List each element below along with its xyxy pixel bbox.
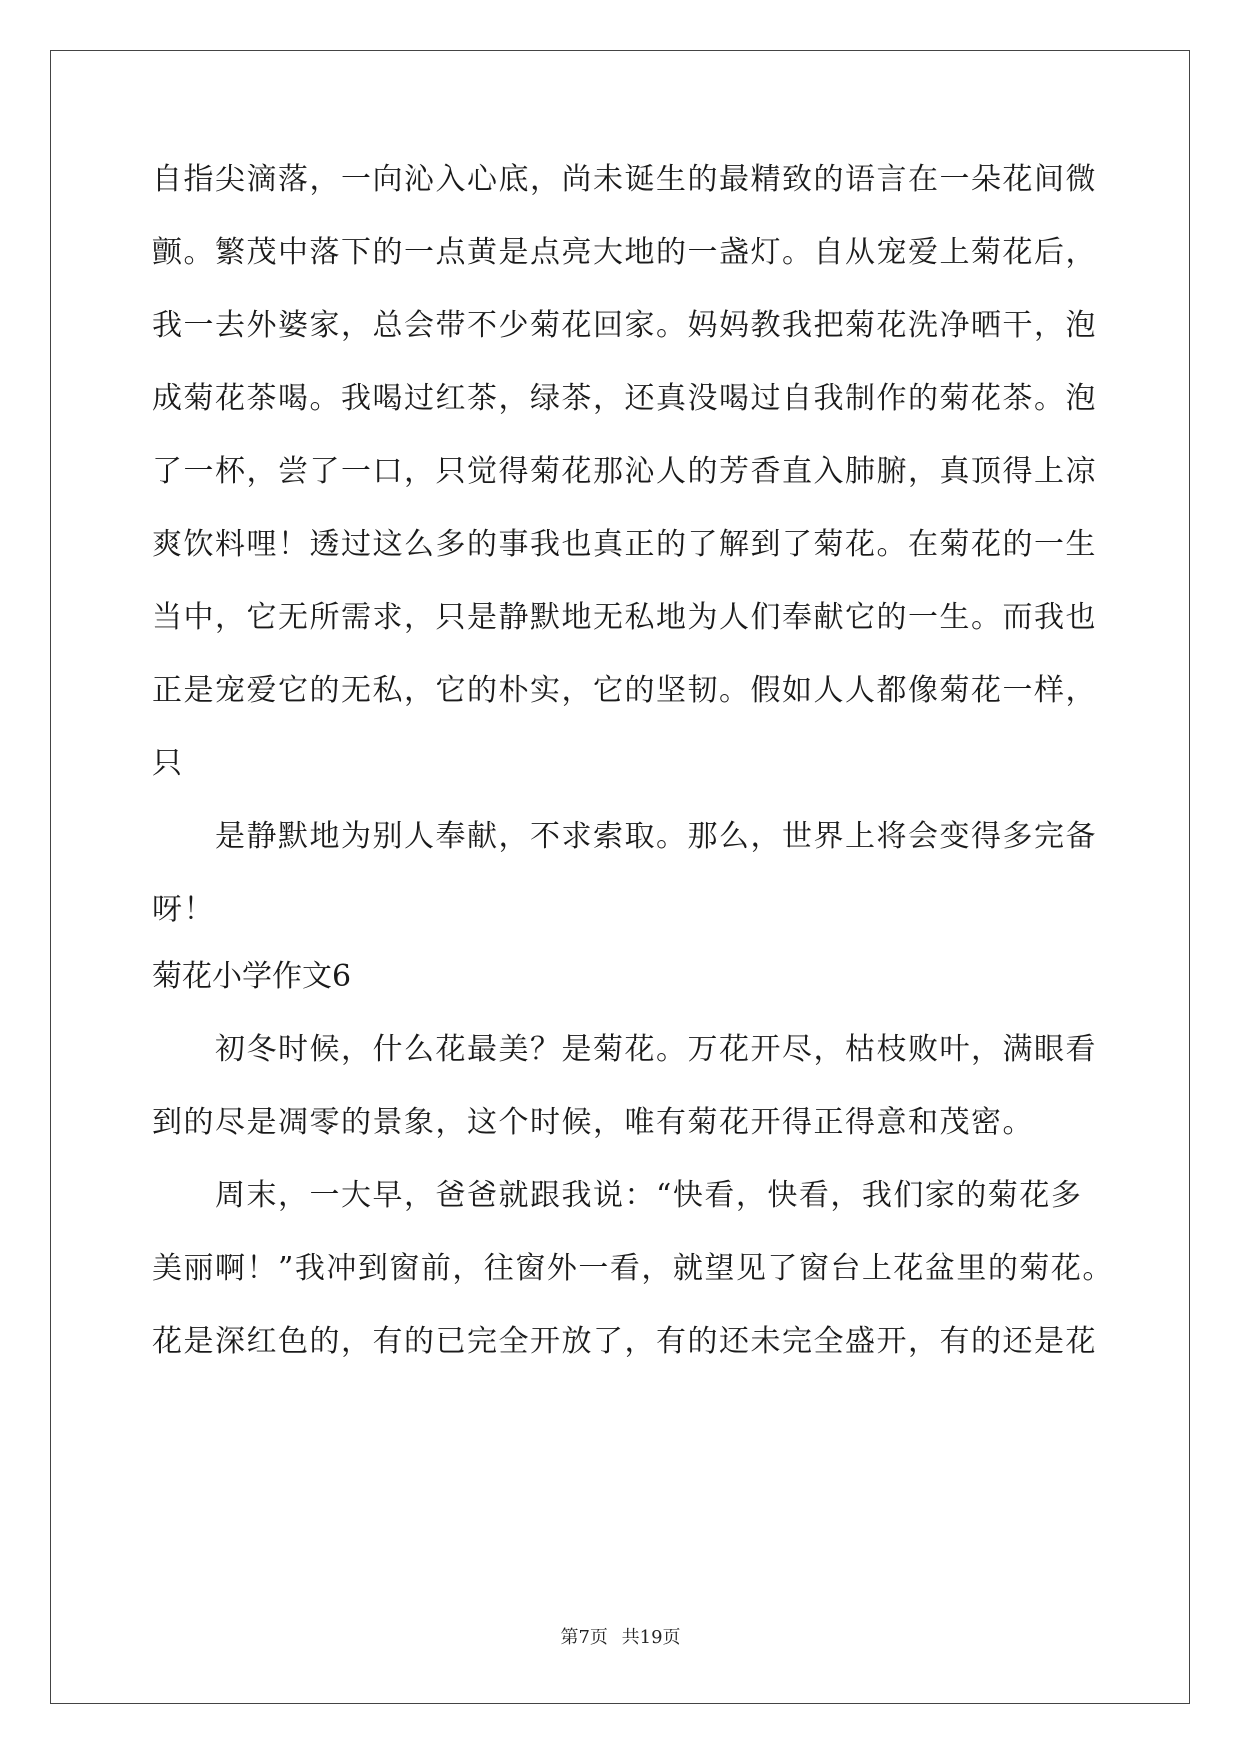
text-line: 颤。繁茂中落下的一点黄是点亮大地的一盏灯。自从宠爱上菊花后， [152,235,1097,270]
text-line: 呀！ [152,892,215,927]
text-line: 周末，一大早，爸爸就跟我说：“快看，快看，我们家的菊花多 [152,1178,1083,1213]
page-footer [0,1626,1241,1650]
text-line: 到的尽是凋零的景象，这个时候，唯有菊花开得正得意和茂密。 [152,1105,1034,1140]
text-line: 自指尖滴落，一向沁入心底，尚未诞生的最精致的语言在一朵花间微 [152,162,1097,197]
page-border [50,50,1190,1704]
text-line: 初冬时候，什么花最美？是菊花。万花开尽，枯枝败叶，满眼看 [152,1032,1097,1067]
text-line: 成菊花茶喝。我喝过红茶，绿茶，还真没喝过自我制作的菊花茶。泡 [152,381,1097,416]
text-line: 当中，它无所需求，只是静默地无私地为人们奉献它的一生。而我也 [152,600,1097,635]
text-line: 正是宠爱它的无私，它的朴实，它的坚韧。假如人人都像菊花一样， [152,673,1097,708]
text-line: 花是深红色的，有的已完全开放了，有的还未完全盛开，有的还是花 [152,1324,1097,1359]
page-total: 共19页 [621,1627,681,1648]
text-line: 爽饮料哩！透过这么多的事我也真正的了解到了菊花。在菊花的一生 [152,527,1097,562]
text-line: 是静默地为别人奉献，不求索取。那么，世界上将会变得多完备 [152,819,1097,854]
text-line: 只 [152,746,184,781]
text-line: 了一杯，尝了一口，只觉得菊花那沁人的芳香直入肺腑，真顶得上凉 [152,454,1097,489]
section-heading: 菊花小学作文6 [152,959,352,994]
page-number: 第7页 [560,1627,608,1648]
text-line: 我一去外婆家，总会带不少菊花回家。妈妈教我把菊花洗净晒干，泡 [152,308,1097,343]
text-line: 美丽啊！”我冲到窗前，往窗外一看，就望见了窗台上花盆里的菊花。 [152,1251,1114,1286]
